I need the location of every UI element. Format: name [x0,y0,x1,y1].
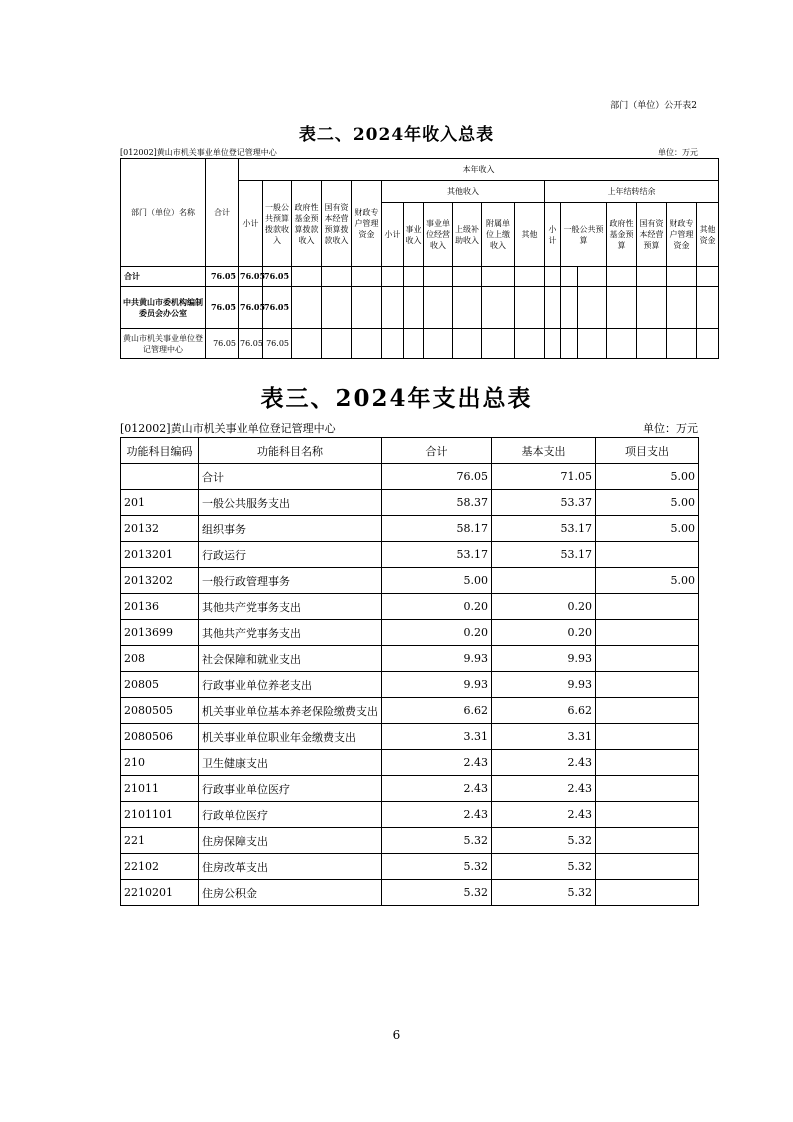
document-code: 部门（单位）公开表2 [610,101,697,111]
hdr-code: 功能科目编码 [121,438,199,464]
cell-basic: 2.43 [492,802,596,828]
cell-total: 6.62 [382,698,492,724]
cell-name: 行政运行 [199,542,382,568]
cell-basic: 2.43 [492,776,596,802]
cell-code: 2013202 [121,568,199,594]
income-row [121,287,719,329]
cell-project [596,750,699,776]
cell-name: 住房公积金 [199,880,382,906]
cell-total: 58.17 [382,516,492,542]
hdr-o-affil: 附属单位上缴收入 [482,203,515,267]
hdr-o-other: 其他 [515,203,545,267]
cell-project [596,620,699,646]
hdr-o-biz: 事业收入 [404,203,424,267]
cell-basic: 71.05 [492,464,596,490]
cell-code: 22102 [121,854,199,880]
cell-name: 住房改革支出 [199,854,382,880]
hdr-fiscal-acc: 财政专户管理资金 [352,181,382,267]
page-number: 6 [392,1028,401,1042]
cell-project [596,854,699,880]
hdr-c-gov-fund: 政府性基金预算 [607,203,637,267]
row-name: 中共黄山市委机构编制委员会办公室 [121,287,206,329]
hdr-c-fiscal-acc: 财政专户管理资金 [667,203,697,267]
cell-name: 合计 [199,464,382,490]
hdr-o-ops: 事业单位经营收入 [424,203,453,267]
cell-basic [492,568,596,594]
cell-name: 行政事业单位医疗 [199,776,382,802]
cell-name: 行政事业单位养老支出 [199,672,382,698]
cell-basic: 9.93 [492,646,596,672]
cell-code: 20132 [121,516,199,542]
cell-code: 2013201 [121,542,199,568]
cell-name: 一般行政管理事务 [199,568,382,594]
cell-basic: 5.32 [492,828,596,854]
expense-table-title: 表三、2024年支出总表 [260,385,533,412]
cell-code: 2080506 [121,724,199,750]
table-row [121,828,699,854]
cell-code [121,464,199,490]
cell-project [596,880,699,906]
cell-project [596,672,699,698]
row-total: 76.05 [206,287,239,329]
row-subtotal: 76.05 [239,287,263,329]
income-unit-label: 单位：万元 [658,148,698,157]
table-row [121,750,699,776]
row-total: 76.05 [206,267,239,287]
cell-total: 53.17 [382,542,492,568]
cell-project: 5.00 [596,464,699,490]
cell-basic: 6.62 [492,698,596,724]
cell-name: 社会保障和就业支出 [199,646,382,672]
expense-header-row [121,438,699,464]
expense-unit-label: 单位：万元 [643,422,698,435]
table-row [121,802,699,828]
cell-basic: 5.32 [492,854,596,880]
table-row [121,568,699,594]
cell-project [596,776,699,802]
cell-name: 机关事业单位职业年金缴费支出 [199,724,382,750]
cell-basic: 3.31 [492,724,596,750]
table-row [121,464,699,490]
cell-project [596,698,699,724]
cell-project [596,542,699,568]
table-row [121,776,699,802]
cell-total: 5.32 [382,854,492,880]
income-row [121,329,719,359]
cell-total: 76.05 [382,464,492,490]
table-row [121,490,699,516]
cell-code: 2101101 [121,802,199,828]
cell-total: 9.93 [382,646,492,672]
cell-basic: 0.20 [492,594,596,620]
table-row [121,672,699,698]
cell-name: 组织事务 [199,516,382,542]
income-unit-name: [012002]黄山市机关事业单位登记管理中心 [120,148,277,157]
cell-project [596,646,699,672]
cell-basic: 5.32 [492,880,596,906]
expense-table-meta [120,420,698,436]
table-row [121,724,699,750]
cell-total: 5.00 [382,568,492,594]
hdr-state-cap: 国有资本经营预算拨款收入 [322,181,352,267]
cell-basic: 53.37 [492,490,596,516]
row-name: 黄山市机关事业单位登记管理中心 [121,329,206,359]
cell-name: 其他共产党事务支出 [199,594,382,620]
hdr-c-state-cap: 国有资本经营预算 [637,203,667,267]
hdr-total: 合计 [206,159,239,267]
row-general: 76.05 [263,287,292,329]
cell-name: 机关事业单位基本养老保险缴费支出 [199,698,382,724]
hdr-subtotal: 小计 [239,181,263,267]
hdr-this-year: 本年收入 [239,159,719,181]
cell-code: 2210201 [121,880,199,906]
cell-total: 0.20 [382,620,492,646]
table-row [121,542,699,568]
cell-name: 一般公共服务支出 [199,490,382,516]
cell-project [596,802,699,828]
cell-code: 2080505 [121,698,199,724]
hdr-o-sub: 小计 [382,203,404,267]
hdr-c-general: 一般公共预算 [561,203,607,267]
cell-basic: 53.17 [492,516,596,542]
cell-code: 20805 [121,672,199,698]
expense-table-body [121,464,699,906]
cell-total: 5.32 [382,828,492,854]
cell-code: 208 [121,646,199,672]
hdr-c-other: 其他资金 [697,203,719,267]
hdr-total: 合计 [382,438,492,464]
cell-total: 5.32 [382,880,492,906]
cell-project [596,594,699,620]
table-row [121,594,699,620]
expense-unit-name: [012002]黄山市机关事业单位登记管理中心 [120,422,336,435]
cell-total: 2.43 [382,776,492,802]
cell-total: 58.37 [382,490,492,516]
cell-project: 5.00 [596,516,699,542]
cell-code: 210 [121,750,199,776]
row-subtotal: 76.05 [239,329,263,359]
cell-code: 20136 [121,594,199,620]
table-row [121,516,699,542]
income-table-title: 表二、2024年收入总表 [298,125,495,145]
cell-code: 21011 [121,776,199,802]
income-row [121,267,719,287]
cell-name: 住房保障支出 [199,828,382,854]
cell-total: 2.43 [382,802,492,828]
cell-basic: 53.17 [492,542,596,568]
cell-code: 2013699 [121,620,199,646]
table-row [121,854,699,880]
income-table-meta [120,147,698,158]
table-row [121,620,699,646]
cell-total: 2.43 [382,750,492,776]
hdr-c-sub: 小计 [545,203,561,267]
hdr-general: 一般公共预算拨款收入 [263,181,292,267]
income-table [120,158,719,359]
table-row [121,698,699,724]
cell-name: 行政单位医疗 [199,802,382,828]
hdr-name: 功能科目名称 [199,438,382,464]
expense-table [120,437,699,906]
table-row [121,646,699,672]
cell-total: 9.93 [382,672,492,698]
cell-code: 201 [121,490,199,516]
cell-basic: 9.93 [492,672,596,698]
hdr-project: 项目支出 [596,438,699,464]
row-total: 76.05 [206,329,239,359]
cell-project [596,828,699,854]
row-subtotal: 76.05 [239,267,263,287]
cell-code: 221 [121,828,199,854]
hdr-dept: 部门（单位）名称 [121,159,206,267]
hdr-basic: 基本支出 [492,438,596,464]
row-general: 76.05 [263,267,292,287]
cell-project: 5.00 [596,490,699,516]
row-general: 76.05 [263,329,292,359]
cell-project [596,724,699,750]
cell-total: 3.31 [382,724,492,750]
cell-total: 0.20 [382,594,492,620]
cell-basic: 0.20 [492,620,596,646]
row-name: 合计 [121,267,206,287]
hdr-carry: 上年结转结余 [545,181,719,203]
cell-project: 5.00 [596,568,699,594]
table-row [121,880,699,906]
cell-basic: 2.43 [492,750,596,776]
cell-name: 卫生健康支出 [199,750,382,776]
hdr-o-upper: 上级补助收入 [453,203,482,267]
hdr-other-income: 其他收入 [382,181,545,203]
cell-name: 其他共产党事务支出 [199,620,382,646]
hdr-gov-fund: 政府性基金预算拨款收入 [292,181,322,267]
